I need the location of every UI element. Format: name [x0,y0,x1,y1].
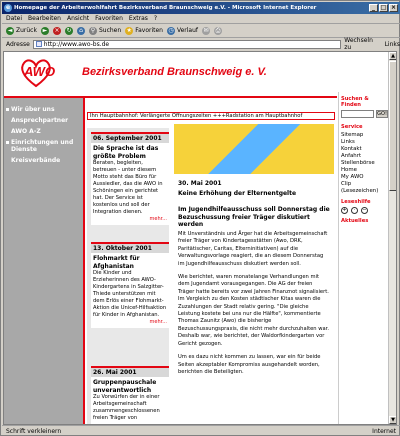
zoom-in-icon[interactable]: + [342,207,347,213]
back-arrow-icon: ◄ [7,26,13,34]
menu-favoriten[interactable]: Favoriten [95,15,123,22]
nav-wir-ueber-uns[interactable]: Wir über uns [4,104,83,115]
service-link-home[interactable]: Home [341,167,357,173]
forward-button[interactable] [41,27,49,35]
home-icon: ⌂ [77,27,85,35]
service-link-anfahrt[interactable]: Anfahrt [341,153,362,159]
news-area [85,98,340,425]
news-card-2 [91,242,169,328]
news-text: Zu Vorwürfen der in einer Arbeitsgemeinschaft zusammengeschlossenen freien Träger von [93,394,160,421]
news-title[interactable]: Gruppenpauschale unverantwortlich [93,379,157,394]
menu-bearbeiten[interactable]: Bearbeiten [28,15,61,22]
service-heading: Service [341,124,363,130]
refresh-button[interactable] [65,27,73,35]
ie-logo-icon: e [5,4,11,11]
links-button[interactable]: Links [384,40,400,48]
menu-help[interactable]: ? [153,15,158,22]
address-bar [2,38,400,50]
news-title[interactable]: Flohmarkt für Afghanistan [93,255,140,270]
print-button[interactable] [214,27,222,35]
article-paragraph: Um es dazu nicht kommen zu lassen, war ein für beide Seiten akzeptabler Kompromiss ausgehandelt worden, berichten die Beteiligten. [178,354,321,375]
back-label: Zurück [16,27,37,34]
article-paragraph: Mit Unverständnis und Ärger hat die Arbeitsgemeinschaft freier Träger von Kindertagesstätten (Awo, DRK, Paritätischer, Caritas, Elterninitiativen) auf die Verwaltungsvorlage reagiert, die an diesem Donnerstag im Jugendhilfeausschuss diskutiert werden soll. [178,231,328,267]
print-icon: ⎙ [215,26,221,34]
history-label: Verlauf [176,27,199,34]
close-button[interactable]: × [390,4,397,11]
status-bar [2,425,400,436]
service-link-my-awo[interactable]: My AWO [341,174,364,180]
article-paragraph: Wie berichtet, waren monatelange Verhandlungen mit dem Jugendamt vorausgegangen. Die AG der freien Träger hatte bereits vor zwei Jahren Finanznot signalisiert. Im Vergleich zu den Kosten städtischer Kitas waren die Zuzahlungen der Stadt relativ gering. "Die gleiche Leistung kostete bei uns nur die Hälfte", kommentierte Thomas Zaunitz (Awo) die bisherige Bezuschussungspraxis, die nicht mehr durchzuhalten war. Deshalb war, wie berichtet, der Waldorfkindergarten vor Gericht gezogen. [178,274,329,347]
zoom-out-icon[interactable]: − [362,207,367,213]
page-content [3,51,397,425]
nav-einrichtungen[interactable]: Einrichtungen und Dienste [4,137,83,155]
status-text: Schrift verkleinern [6,427,62,435]
service-link-links[interactable]: Links [341,139,355,145]
more-link[interactable]: mehr... [149,216,167,222]
news-card-3 [91,366,169,424]
menu-datei[interactable]: Datei [6,15,23,22]
history-button[interactable] [167,27,198,35]
site-search-go-button[interactable]: GO! [377,111,387,117]
favorites-button[interactable] [125,27,163,35]
address-input[interactable] [33,40,341,49]
article-photo [174,124,334,174]
news-date: 06. September 2001 [91,132,169,143]
left-navigation [4,98,83,425]
search-icon: ⚲ [90,26,96,34]
service-link-sitemap[interactable]: Sitemap [341,132,364,138]
search-label: Suchen [98,27,122,34]
menu-ansicht[interactable]: Ansicht [66,15,90,22]
title-bar [2,2,400,14]
maximize-button[interactable]: □ [380,4,387,11]
service-link-stellenboerse[interactable]: Stellenbörse [341,160,375,166]
search-heading: Suchen & Finden [341,96,369,108]
news-text: Beraten, begleiten, betreuen - unter diesem Motto steht das Büro für Aussiedler, das die AWO in Schöningen ein gerichtet hat. Der Service ist kostenlos und soll der Integration dienen. [93,160,163,215]
window-title: Homepage der Arbeiterwohlfahrt Bezirksverband Braunschweig e.V. - Microsoft Internet Explorer [14,5,317,11]
article-subheadline: Im Jugendhilfeausschuss soll Donnerstag die Bezuschussung freier Träger diskutiert werden [178,206,330,228]
awo-logo-text: AWO [24,64,56,79]
more-link[interactable]: mehr... [149,319,167,325]
star-icon: ★ [126,26,132,34]
scroll-thumb[interactable] [389,61,397,191]
back-button[interactable] [6,27,37,35]
nav-kreisverbaende[interactable]: Kreisverbände [11,157,61,164]
news-heading: Aktuelles [341,218,369,224]
news-card-1 [91,132,169,225]
right-sidebar [338,92,390,424]
refresh-icon: ↻ [66,26,72,34]
news-text: Die Kinder und Erzieherinnen des AWO-Kindergartens in Salzgitter-Thiede unterstützen mit dem Erlös einer Flohmarkt-Aktion die Unicef-Hilfsaktion für Kinder in Afghanistan. [93,270,167,318]
reading-aid-heading: Leseshilfe [341,199,371,205]
news-date: 26. Mai 2001 [91,366,169,377]
menu-bar [2,14,400,24]
site-search-input[interactable] [341,110,374,118]
news-column [87,128,169,425]
status-zone: Internet [372,427,396,435]
mail-icon: ✉ [203,26,209,34]
article-date: 30. Mai 2001 [178,180,222,187]
menu-extras[interactable]: Extras [128,15,148,22]
mail-button[interactable] [202,27,210,35]
toolbar [2,24,400,38]
nav-ansprechpartner[interactable]: Ansprechpartner [11,117,69,124]
news-date: 13. Oktober 2001 [91,242,169,253]
address-url: http://www.awo-bs.de [43,40,110,48]
address-label: Adresse [6,40,30,48]
service-link-kontakt[interactable]: Kontakt [341,146,362,152]
news-ticker[interactable]: Ihn Hauptbahnhof: Verlängerte Öffnungszeiten +++Radstation am Hauptbahnhof [87,112,335,120]
stop-icon: × [54,26,60,34]
article-body [178,231,330,376]
zoom-reset-icon[interactable]: · [351,207,358,214]
site-header [4,52,390,97]
stop-button[interactable] [53,27,61,35]
service-link-clip[interactable]: Clip (Lesezeichen) [341,181,379,194]
scroll-down-arrow-icon[interactable]: ▼ [389,416,397,424]
forward-arrow-icon: ► [42,26,48,34]
main-article [174,124,334,425]
go-button[interactable]: Wechseln zu [344,37,373,51]
nav-awo-a-z[interactable]: AWO A-Z [11,128,41,135]
history-icon: ◷ [168,26,174,34]
vertical-scrollbar[interactable] [388,52,396,424]
favorites-label: Favoriten [135,27,163,34]
news-title[interactable]: Die Sprache ist das größte Problem [93,145,159,160]
scroll-up-arrow-icon[interactable]: ▲ [389,52,397,60]
minimize-button[interactable]: _ [369,4,378,12]
page-icon [36,41,42,47]
home-button[interactable] [77,27,85,35]
site-title: Bezirksverband Braunschweig e. V. [82,66,267,78]
article-headline: Keine Erhöhung der Elternentgelte [178,190,297,197]
search-button[interactable] [89,27,121,35]
